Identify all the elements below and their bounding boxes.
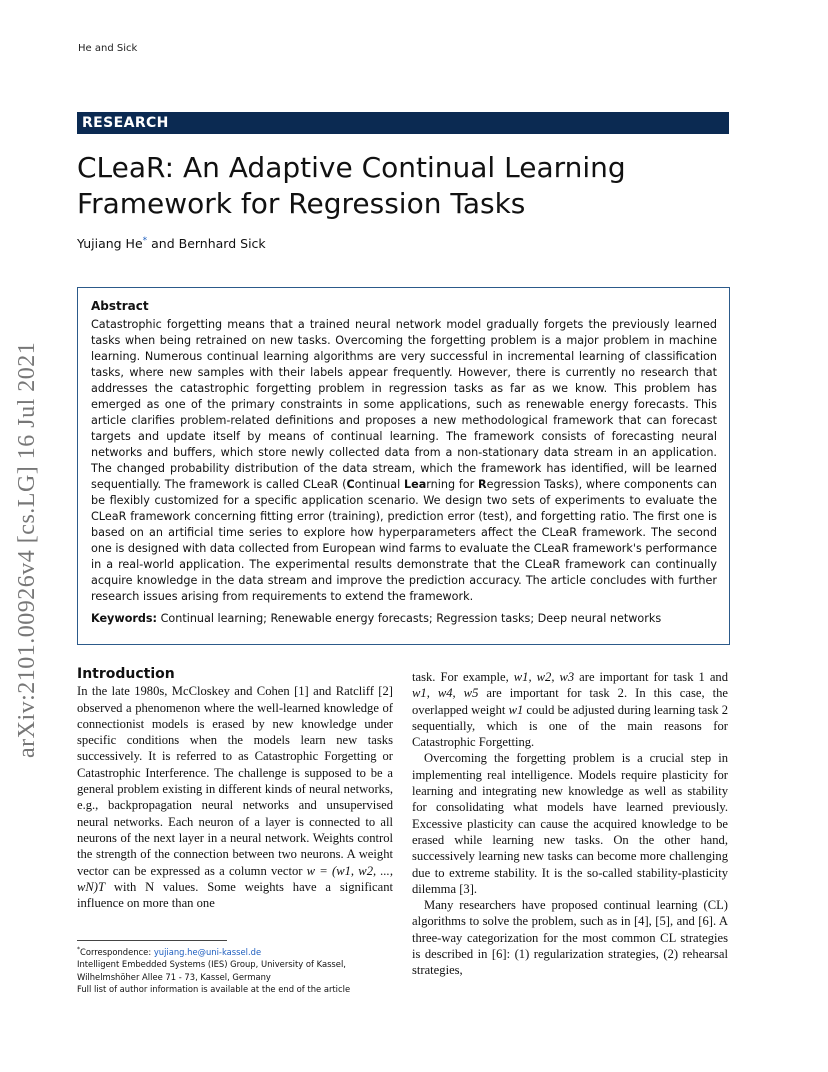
footnote [77, 944, 393, 996]
running-head: He and Sick [78, 43, 138, 54]
text-run: are important for task 2. In this case, the overlapped weight [412, 686, 729, 717]
keywords-list: Continual learning; Renewable energy forecasts; Regression tasks; Deep neural networks [157, 612, 662, 625]
intro-p1-end: with N values. Some weights have a significant influence on more than one [77, 879, 393, 911]
acronym-lea: Lea [404, 478, 427, 491]
paper-title: CLeaR: An Adaptive Continual Learning Framework for Regression Tasks [77, 151, 626, 220]
acronym-c: C [346, 478, 355, 491]
abstract-text [91, 317, 717, 605]
text-run: task. For example, [412, 670, 514, 684]
email-link[interactable]: yujiang.he@uni-kassel.de [153, 946, 262, 957]
correspondence-label: Correspondence: [80, 946, 154, 957]
footnote-correspondence [77, 944, 393, 958]
intro-paragraph-3: Many researchers have proposed continual learning (CL) algorithms to solve the problem, such as in [4], [5], and [6]. A three-way categorization for the most common CL strategies is described in [6]: (1) regularization strategies, (2) rehearsal strategies, [412, 898, 728, 978]
math-w145: w1, w4, w5 [412, 686, 479, 701]
text-run: are important for task 1 and [574, 670, 729, 684]
intro-paragraph-1 [77, 683, 393, 911]
intro-paragraph-2: Overcoming the forgetting problem is a crucial step in implementing real intelligence. Models require plasticity for learning and integrating new knowledge as well as stability for consolidating what models have learned previously. Excessive plasticity can cause the acquired knowledge to be erased while learning new tasks. On the other hand, successively learning new tasks can become more challenging due to extreme stability. It is the so-called stability-plasticity dilemma [3]. [412, 751, 728, 896]
footnote-marker: * [77, 946, 80, 953]
keywords [91, 611, 717, 627]
correspondence-marker[interactable]: * [142, 236, 148, 246]
weight-vector-expression: w = (w1, w2, ..., wN)T [77, 863, 393, 894]
acronym-r: R [477, 478, 487, 491]
footnote-divider [77, 940, 227, 941]
author-list [77, 236, 266, 251]
math-w1: w1 [508, 702, 524, 717]
right-column [412, 669, 728, 979]
abstract-part-1: Catastrophic forgetting means that a trained neural network model gradually forgets the previously learned tasks when being retrained on new tasks. Overcoming the forgetting problem is a major problem in machine learning. Numerous continual learning algorithms are very successful in incremental learning of classification tasks, where new samples with their labels appear frequently. However, there is currently no research that addresses the catastrophic forgetting problem in regression tasks as far as we know. This problem has emerged as one of the primary constraints in some applications, such as renewable energy forecasts. This article clarifies problem-related definitions and proposes a new methodological framework that can forecast targets and update itself by means of continual learning. The framework consists of forecasting neural networks and buffers, which store newly collected data from a non-stationary data stream in an application. The changed probability distribution of the data stream, which the framework has identified, will be learned sequentially. The framework is called CLeaR ( [91, 318, 717, 491]
text-run: could be adjusted during learning task 2 sequentially, which is one of the main reasons for Catastrophic Forgetting. [412, 702, 728, 750]
footnote-affiliation: Intelligent Embedded Systems (IES) Group, University of Kassel, [77, 959, 346, 970]
intro-p1-text: In the late 1980s, McCloskey and Cohen [1] and Ratcliff [2] observed a phenomenon where the well-learned knowledge of connectionist models is erased by new knowledge under specific conditions when the models learn new tasks successively. It is referred to as Catastrophic Forgetting or Catastrophic Interference. The challenge is supposed to be a general problem existing in different kinds of neural networks, e.g., backpropagation neural networks and unsupervised neural networks. Each neuron of a layer is connected to all neurons of the next layer in a neural network. Weights control the strength of the connection between two neurons. A weight vector can be expressed as a column vector [77, 684, 393, 878]
author-first: Yujiang He [77, 236, 143, 252]
abstract-part-3: rning for [426, 478, 478, 491]
abstract-heading: Abstract [91, 299, 149, 313]
author-rest: and Bernhard Sick [147, 236, 266, 252]
footnote-author-info: Full list of author information is available at the end of the article [77, 984, 351, 995]
math-w123: w1, w2, w3 [513, 670, 575, 684]
keywords-label: Keywords: [91, 612, 158, 625]
abstract-part-2: ontinual [354, 478, 404, 491]
abstract-box [77, 287, 730, 645]
intro-paragraph-1-cont [412, 669, 728, 750]
footnote-address: Wilhelmshöher Allee 71 - 73, Kassel, Germany [77, 971, 271, 982]
arxiv-identifier: arXiv:2101.00926v4 [cs.LG] 16 Jul 2021 [14, 341, 40, 758]
left-column [77, 666, 393, 911]
section-label: RESEARCH [77, 112, 729, 134]
introduction-heading: Introduction [77, 666, 175, 682]
abstract-part-4: egression Tasks), where components can be flexibly customized for a specific application scenario. We design two sets of experiments to evaluate the CLeaR framework concerning fitting error (training), prediction error (test), and forgetting ratio. The first one is based on an artificial time series to explore how hyperparameters affect the CLeaR framework. The second one is designed with data collected from European wind farms to evaluate the CLeaR framework's performance in a real-world application. The experimental results demonstrate that the CLeaR framework can continually acquire knowledge in the data stream and improve the prediction accuracy. The article concludes with further research issues arising from requirements to extend the framework. [91, 478, 717, 603]
